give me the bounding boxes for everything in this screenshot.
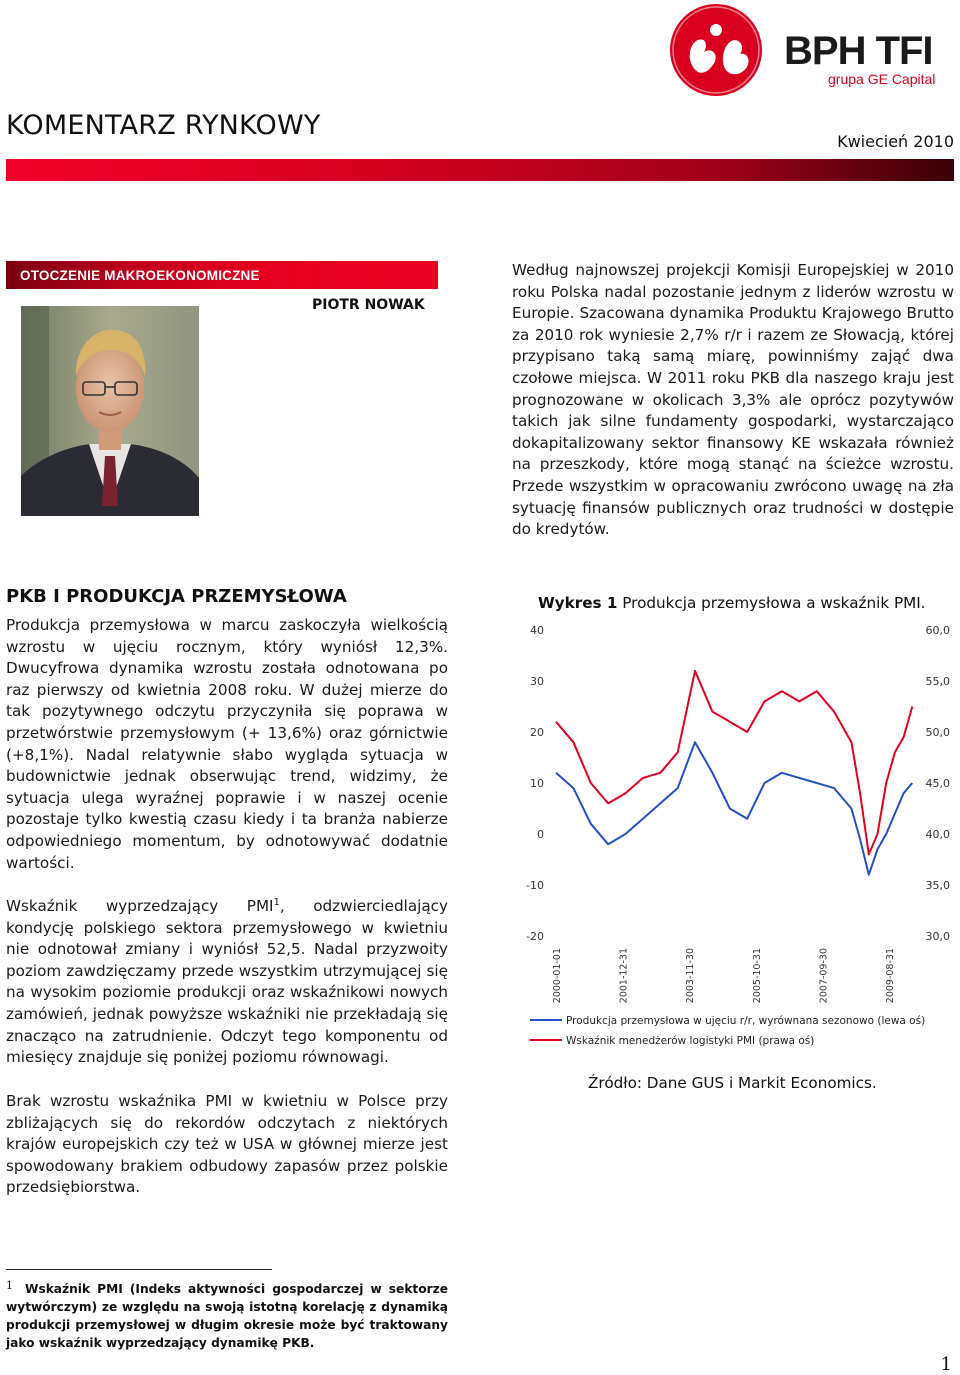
section-banner (6, 261, 438, 289)
footnote (6, 1280, 448, 1352)
x-tick-label: 2001-12-31 (618, 948, 630, 1004)
author-photo (21, 306, 199, 516)
footnote-ref[interactable]: 1 (273, 896, 280, 908)
footnote-text: Wskaźnik PMI (Indeks aktywności gospodarczej w sektorze wytwórczym) ze względu na swoją istotną korelację z dynamiką produkcji przemysłowej w długim okresie może być traktowany jako wskaźnik wyprzedzający dynamikę PKB. (6, 1282, 448, 1350)
x-tick-label: 2009-08-31 (885, 948, 897, 1004)
section-banner-label: OTOCZENIE MAKROEKONOMICZNE (20, 268, 260, 283)
document-date: Kwiecień 2010 (837, 132, 954, 151)
logo-text: BPH TFI (784, 29, 933, 73)
header-bar (6, 159, 954, 181)
y-right-tick-label: 50,0 (925, 726, 950, 739)
page-number: 1 (940, 1354, 952, 1375)
y-right-tick-label: 40,0 (925, 828, 950, 841)
document-title: KOMENTARZ RYNKOWY (6, 110, 321, 141)
x-tick-label: 2000-01-01 (552, 948, 563, 1004)
legend-label: Wskaźnik menedżerów logistyki PMI (prawa oś) (566, 1035, 815, 1047)
x-tick-label: 2007-09-30 (818, 948, 830, 1004)
pkb-paragraph-2-start: Wskaźnik wyprzedzający PMI (6, 897, 274, 915)
y-left-tick-label: 30 (530, 675, 544, 688)
pkb-paragraph-2-rest: , odzwierciedlający kondycję polskiego sektora przemysłowego w kwietniu nie odnotował zmiany i wyniósł 52,5. Nadal przyzwoity poziom zawdzięczamy przede wszystkim utrzymującej się na wysokim poziomie produkcji oraz wskaźnikowi nowych zamówień, jednak powyższe wskaźniki nie przekładają się znacząco na zatrudnienie. Odczyt tego komponentu od miesięcy znajduje się poniżej poziomu równowagi. (6, 897, 448, 1067)
chart-source: Źródło: Dane GUS i Markit Economics. (588, 1074, 877, 1092)
chart-title (538, 594, 926, 612)
footnote-number: 1 (6, 1279, 13, 1292)
x-tick-label: 2005-10-31 (751, 948, 763, 1004)
y-right-tick-label: 35,0 (925, 879, 950, 892)
x-tick-label: 2003-11-30 (685, 948, 697, 1004)
chart-svg (516, 618, 956, 1058)
pkb-heading: PKB I PRODUKCJA PRZEMYSŁOWA (6, 586, 347, 607)
y-left-tick-label: 20 (530, 726, 544, 739)
author-name: PIOTR NOWAK (312, 297, 425, 313)
company-logo (668, 2, 938, 98)
legend-label: Produkcja przemysłowa w ujęciu r/r, wyrównana sezonowo (lewa oś) (566, 1015, 926, 1027)
series-line-pmi (556, 671, 912, 855)
intro-paragraph: Według najnowszej projekcji Komisji Europejskiej w 2010 roku Polska nadal pozostanie jednym z liderów wzrostu w Europie. Szacowana dynamika Produktu Krajowego Brutto za 2010 rok wyniesie 2,7% r/r i razem ze Słowacją, której przypisano taką samą miarę, powinniśmy zająć dwa czołowe miejsca. W 2011 roku PKB dla naszego kraju jest prognozowane w okolicach 3,3% ale oprócz pozytywów takich jak silne fundamenty gospodarki, wystarczająco dokapitalizowany sektor finansowy KE wskazała również na przeszkody, które mogą stanąć na ścieżce wzrostu. Przede wszystkim w opracowaniu zwrócono uwagę na zła sytuację finansów publicznych oraz trudności w dostępie do kredytów. (512, 261, 954, 539)
y-left-tick-label: -10 (526, 879, 544, 892)
y-left-tick-label: 40 (530, 624, 544, 637)
pkb-paragraph-2 (6, 896, 448, 1069)
y-right-tick-label: 30,0 (925, 930, 950, 943)
footnote-rule (6, 1269, 272, 1270)
chart (516, 618, 956, 1058)
series-line-production (556, 742, 912, 875)
y-left-tick-label: 10 (530, 777, 544, 790)
chart-title-label: Wykres 1 (538, 594, 618, 612)
pkb-paragraph-1: Produkcja przemysłowa w marcu zaskoczyła wielkością wzrostu w ujęciu rocznym, który wyniósł 12,3%. Dwucyfrowa dynamika wzrostu została odnotowana po raz pierwszy od kwietnia 2008 roku. W dużej mierze do tak pozytywnego odczytu przyczyniła się poprawa w przetwórstwie przemysłowym (+ 13,6%) oraz górnictwie (+8,1%). Nadal relatywnie słabo wygląda sytuacja w budownictwie jednak obserwując trend, widzimy, że sytuacja ulega wyraźnej poprawie i w naszej ocenie pozostaje tylko kwestią czasu kiedy i ta branża nabierze odpowiedniego momentum, by odnotowywać dodatnie wartości. (6, 616, 448, 872)
y-left-tick-label: 0 (537, 828, 544, 841)
pkb-paragraph-3: Brak wzrostu wskaźnika PMI w kwietniu w Polsce przy zbliżających się do rekordów odczytach z niektórych krajów europejskich czy też w USA w głównej mierze jest spowodowany brakiem odbudowy zapasów przez polskie przedsiębiorstwa. (6, 1092, 448, 1197)
y-right-tick-label: 60,0 (925, 624, 950, 637)
y-left-tick-label: -20 (526, 930, 544, 943)
logo-subtext: grupa GE Capital (828, 71, 936, 87)
chart-title-text: Produkcja przemysłowa a wskaźnik PMI. (617, 594, 926, 612)
y-right-tick-label: 55,0 (925, 675, 950, 688)
y-right-tick-label: 45,0 (925, 777, 950, 790)
